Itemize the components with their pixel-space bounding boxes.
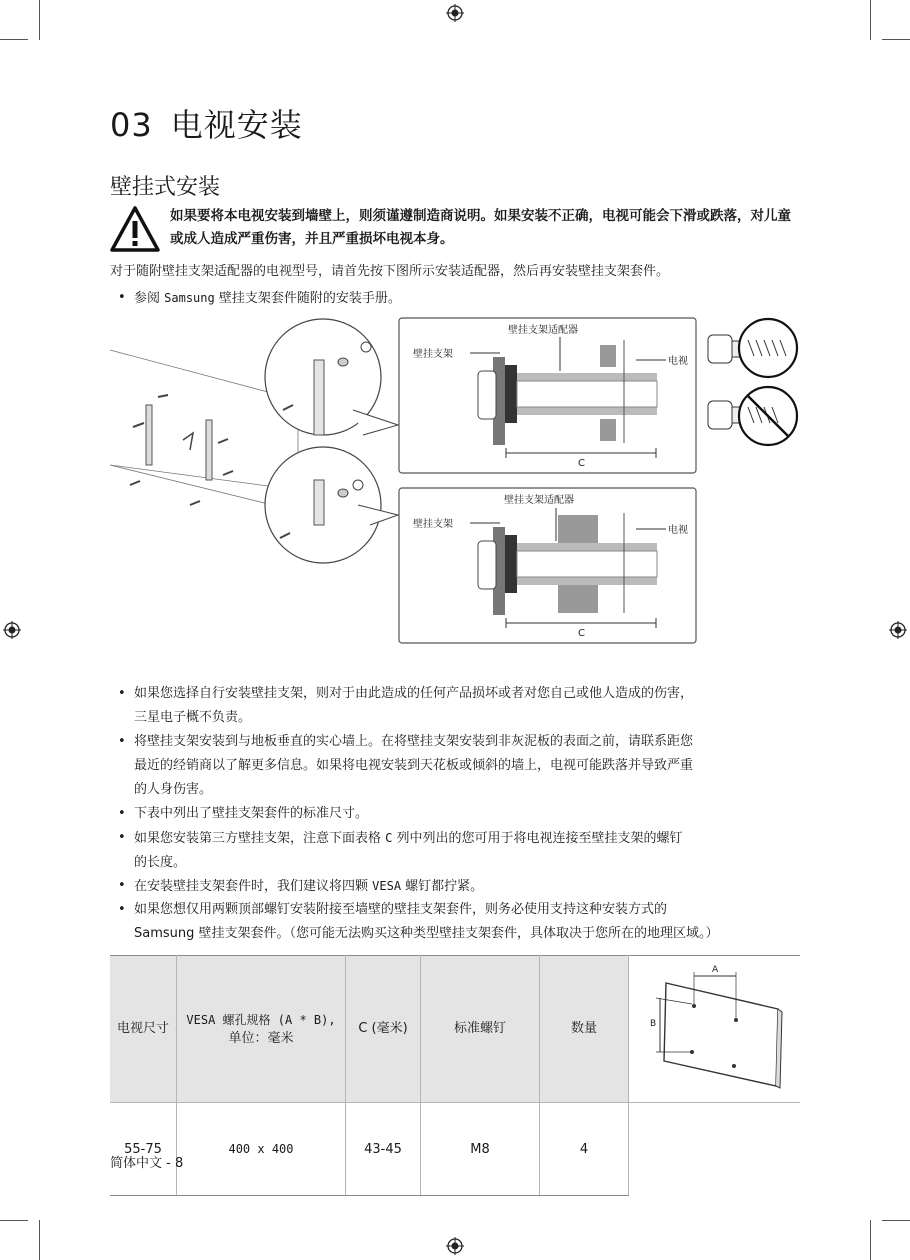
list-item: [118, 874, 798, 899]
bullet-dot: •: [118, 806, 126, 821]
crop-mark: [882, 1220, 910, 1221]
diagram-label-a: A: [711, 965, 718, 975]
intro-paragraph: 对于随附壁挂支架适配器的电视型号，请首先按下图所示安装适配器，然后再安装壁挂支架套件。: [110, 264, 670, 279]
bullet-line: 如果您安装第三方壁挂支架，注意下面表格: [134, 831, 386, 846]
crop-mark: [882, 39, 910, 40]
list-item: [118, 682, 798, 730]
diagram-label-b: B: [649, 1019, 656, 1029]
registration-mark-icon: [446, 4, 464, 22]
bullet-line: 螺钉都拧紧。: [401, 879, 484, 894]
detail-panel-bottom: [399, 488, 696, 643]
table-row: [110, 1103, 800, 1196]
warning-block: [110, 205, 800, 257]
registration-mark-icon: [889, 621, 907, 639]
list-item: [118, 898, 798, 946]
bullet-line: 如果您选择自行安装壁挂支架，则对于由此造成的任何产品损坏或者对您自己或他人造成的伤害，: [134, 686, 694, 701]
label-bracket: 壁挂支架: [413, 349, 453, 360]
detail-panel-top: [399, 318, 696, 473]
crop-mark: [39, 0, 40, 40]
zoom-circle-bottom: [265, 447, 398, 563]
wall-mount-spec-table: [110, 955, 800, 1196]
crop-mark: [870, 0, 871, 40]
wall-mount-figure: [108, 315, 808, 650]
header-vesa-line1: VESA 螺孔规格 (A * B),: [186, 1012, 336, 1027]
vesa-diagram-cell: [629, 956, 801, 1103]
label-c: C: [578, 458, 585, 469]
header-qty: 数量: [540, 956, 629, 1103]
bullet-line: 如果您想仅用两颗顶部螺钉安装附接至墙壁的壁挂支架套件，则务必使用支持这种安装方式的: [134, 902, 668, 917]
incorrect-screw-icon: [708, 387, 797, 445]
chapter-title: [110, 100, 303, 146]
cell-size: 55-75: [110, 1103, 177, 1196]
warning-triangle-icon: [110, 205, 160, 253]
bullet-line: 下表中列出了壁挂支架套件的标准尺寸。: [134, 806, 369, 821]
bullet-dot: •: [118, 902, 126, 917]
registration-mark-icon: [446, 1237, 464, 1255]
correct-screw-icon: [708, 319, 797, 377]
bullet-line: 列中列出的您可用于将电视连接至壁挂支架的螺钉: [392, 831, 683, 846]
bullet-line: 三星电子概不负责。: [134, 710, 252, 725]
list-item: [118, 286, 798, 311]
bullet-line: 最近的经销商以了解更多信息。如果将电视安装到天花板或倾斜的墙上，电视可能跌落并导致严重: [134, 758, 694, 773]
table-header-row: [110, 956, 800, 1103]
bullet-dot: •: [118, 878, 126, 893]
bullet-dot: •: [118, 290, 126, 305]
bullet-line: 的人身伤害。: [134, 782, 213, 797]
crop-mark: [0, 1220, 28, 1221]
label-adapter: 壁挂支架适配器: [508, 325, 578, 336]
list-item: [118, 802, 798, 826]
list-item: [118, 730, 798, 802]
cell-screw: M8: [421, 1103, 540, 1196]
cell-qty: 4: [540, 1103, 629, 1196]
label-bracket: 壁挂支架: [413, 519, 453, 530]
crop-mark: [39, 1220, 40, 1260]
header-c: C (毫米): [346, 956, 421, 1103]
header-vesa: [177, 956, 346, 1103]
bullet-line: 将壁挂支架安装到与地板垂直的实心墙上。在将壁挂支架安装到非灰泥板的表面之前，请联系距您: [134, 734, 694, 749]
chapter-number: 03: [110, 106, 153, 144]
bullet-dot: •: [118, 830, 126, 845]
bullet-line: 的长度。: [134, 855, 187, 870]
label-tv: 电视: [668, 525, 688, 536]
section-title: 壁挂式安装: [110, 175, 221, 200]
crop-mark: [0, 39, 28, 40]
bullet-text: 壁挂支架套件随附的安装手册。: [214, 291, 401, 306]
bullet-text: 参阅: [134, 291, 165, 306]
vesa-diagram: [630, 956, 800, 1096]
page-footer: 简体中文 - 8: [110, 1156, 184, 1171]
bullet-dot: •: [118, 734, 126, 749]
bullet-line: Samsung 壁挂支架套件。（您可能无法购买这种类型壁挂支架套件，具体取决于您所在的地理区域。）: [134, 926, 719, 941]
cell-vesa: 400 x 400: [177, 1103, 346, 1196]
crop-mark: [870, 1220, 871, 1260]
column-ref: C: [385, 831, 393, 845]
header-tv-size: 电视尺寸: [110, 956, 177, 1103]
label-c: C: [578, 628, 585, 639]
header-vesa-line2: 单位：毫米: [228, 1030, 294, 1046]
list-item: [118, 826, 798, 875]
label-adapter: 壁挂支架适配器: [504, 495, 574, 506]
registration-mark-icon: [3, 621, 21, 639]
bullet-dot: •: [118, 686, 126, 701]
zoom-circle-top: [265, 319, 398, 435]
header-screw: 标准螺钉: [421, 956, 540, 1103]
chapter-title-text: 电视安装: [170, 106, 303, 144]
bullet-line: 在安装壁挂支架套件时，我们建议将四颗: [134, 879, 373, 894]
vesa-ref: VESA: [372, 879, 402, 893]
label-tv: 电视: [668, 356, 688, 367]
brand-name: Samsung: [164, 291, 215, 305]
cell-c: 43-45: [346, 1103, 421, 1196]
warning-text: 如果要将本电视安装到墙壁上，则须谨遵制造商说明。如果安装不正确，电视可能会下滑或跌落，对儿童或成人造成严重伤害，并且严重损坏电视本身。: [170, 208, 791, 247]
